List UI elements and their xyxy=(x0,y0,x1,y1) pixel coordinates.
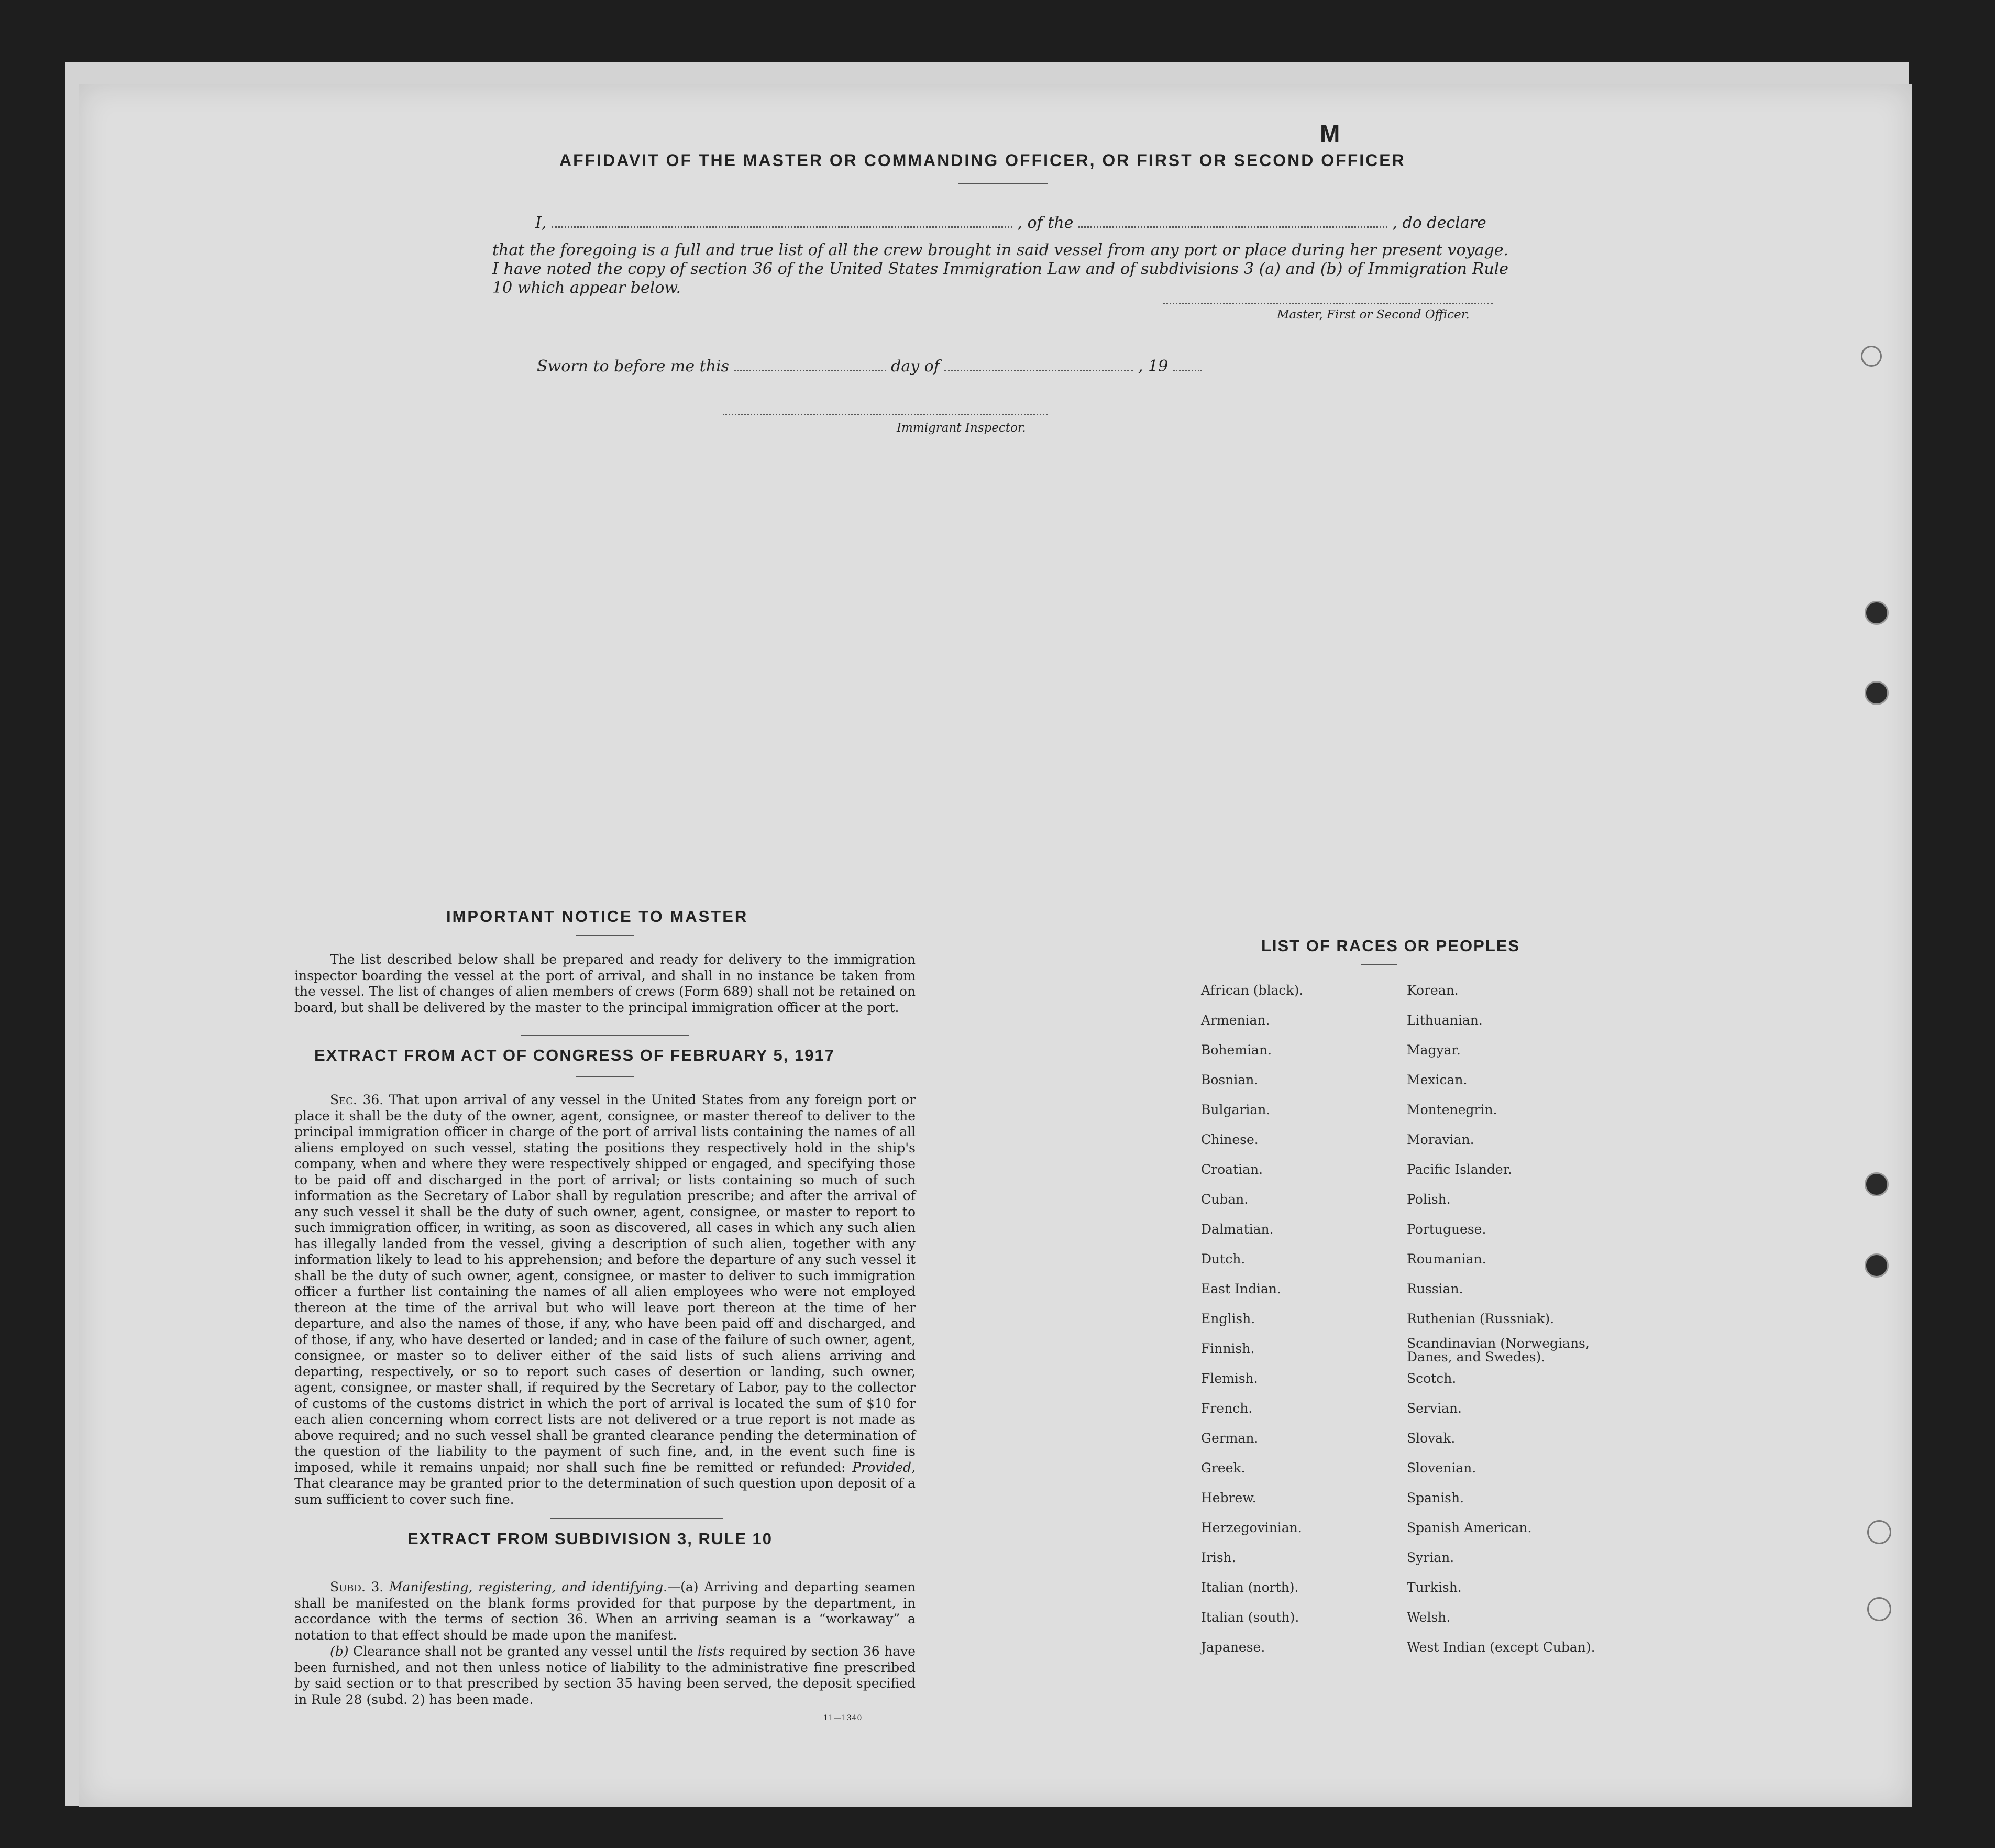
race-item: Russian. xyxy=(1407,1281,1463,1296)
binder-hole-icon xyxy=(1865,601,1889,625)
rule-subdivision-b xyxy=(294,1644,916,1708)
day-of-label: day of xyxy=(891,357,940,376)
race-item: Ruthenian (Russniak). xyxy=(1407,1311,1555,1326)
act-title: EXTRACT FROM ACT OF CONGRESS OF FEBRUARY 5, 1917 xyxy=(314,1046,835,1064)
act-section-36-text xyxy=(294,1092,916,1508)
race-item: Polish. xyxy=(1407,1192,1451,1207)
rule-title: EXTRACT FROM SUBDIVISION 3, RULE 10 xyxy=(407,1530,773,1548)
race-item: Herzegovinian. xyxy=(1201,1520,1302,1535)
race-item: Flemish. xyxy=(1201,1371,1258,1386)
race-item: West Indian (except Cuban). xyxy=(1407,1640,1595,1655)
race-item: Irish. xyxy=(1201,1550,1236,1565)
year-label: , 19 xyxy=(1138,357,1169,376)
race-item: Moravian. xyxy=(1407,1132,1474,1147)
a-body: Arriving and departing seamen shall be manifested on the blank forms provided for that purpose by the department, in accordance with the terms of section 36. When an arriving seaman is a “workaway” a notation to that effect should be made upon the manifest. xyxy=(294,1579,916,1643)
race-item: Welsh. xyxy=(1407,1610,1451,1625)
rule-subdivision-a xyxy=(294,1579,916,1643)
divider xyxy=(576,1076,634,1077)
race-item: Greek. xyxy=(1201,1460,1246,1476)
race-item: Dalmatian. xyxy=(1201,1222,1274,1237)
declaration-fill-line xyxy=(535,214,1486,232)
race-item: Spanish. xyxy=(1407,1490,1464,1505)
race-item: Spanish American. xyxy=(1407,1520,1532,1535)
race-item: Italian (north). xyxy=(1201,1580,1299,1595)
divider xyxy=(576,935,634,936)
race-item: Syrian. xyxy=(1407,1550,1454,1565)
race-item: Italian (south). xyxy=(1201,1610,1299,1625)
page-mark: M xyxy=(1320,120,1340,147)
race-item: Turkish. xyxy=(1407,1580,1462,1595)
race-item: Hebrew. xyxy=(1201,1490,1256,1505)
race-item: Montenegrin. xyxy=(1407,1102,1497,1117)
race-item: Bulgarian. xyxy=(1201,1102,1271,1117)
binder-hole-icon xyxy=(1867,1597,1891,1621)
race-item: African (black). xyxy=(1201,983,1304,998)
do-declare-label: , do declare xyxy=(1392,214,1486,232)
divider xyxy=(958,183,1048,184)
subd-label: Subd. 3. xyxy=(330,1579,384,1594)
race-item: Croatian. xyxy=(1201,1162,1263,1177)
binder-hole-icon xyxy=(1865,681,1889,705)
race-item: Lithuanian. xyxy=(1407,1013,1483,1028)
race-item: Cuban. xyxy=(1201,1192,1249,1207)
race-item: Pacific Islander. xyxy=(1407,1162,1512,1177)
race-item: English. xyxy=(1201,1311,1255,1326)
binder-hole-icon xyxy=(1861,346,1882,367)
subd-title: Manifesting, registering, and identifying. xyxy=(389,1579,668,1594)
race-item: Finnish. xyxy=(1201,1341,1255,1356)
of-the-label: , of the xyxy=(1017,214,1074,232)
sworn-day-field[interactable] xyxy=(734,370,886,371)
affidavit-title: AFFIDAVIT OF THE MASTER OR COMMANDING OFFICER, OR FIRST OR SECOND OFFICER xyxy=(559,151,1406,170)
section-body: That upon arrival of any vessel in the United States from any foreign port or place it shall be the duty of the owner, agent, consignee, or master thereof to deliver to the principal immigration officer in charge of the port of arrival lists containing the names of all aliens employed on such vessel, stating the positions they respectively hold in the ship's company, when and where they were respectively shipped or engaged, and specifying those to be paid off and discharged in the port of arrival; or lists containing so much of such information as the Secretary of Labor shall by regulation prescribe; and after the arrival of any such vessel it shall be the duty of such owner, agent, consignee, or master to report to such immigration officer, in writing, as soon as discovered, all cases in which any such alien has illegally landed from the vessel, giving a description of such alien, together with any information likely to lead to his apprehension; and before the departure of any such vessel it shall be the duty of such owner, agent, consignee, or master to deliver to such immigration officer a further list containing the names of all alien employees who were not employed thereon at the time of the arrival but who will leave port thereon at the time of her departure, and also the names of those, if any, who have been paid off and discharged, and of those, if any, who have deserted or landed; and in case of the failure of such owner, agent, consignee, or master so to deliver either of the said lists of such aliens arriving and departing, respectively, or so to report such cases of desertion or landing, such owner, agent, consignee, or master shall, if required by the Secretary of Labor, pay to the collector of customs of the customs district in which the port of arrival is located the sum of $10 for each alien concerning whom correct lists are not delivered or a true report is not made as above required; and no such vessel shall be granted clearance pending the determination of the question of the liability to the payment of such fine, and, in the event such fine is imposed, while it remains unpaid; nor shall such fine be remitted or refunded: xyxy=(294,1092,916,1475)
provided-term: Provided, xyxy=(852,1459,916,1475)
divider xyxy=(1361,964,1397,965)
binder-hole-icon xyxy=(1865,1253,1889,1278)
form-number: 11—1340 xyxy=(823,1714,863,1722)
i-label: I, xyxy=(535,214,547,232)
races-title: LIST OF RACES OR PEOPLES xyxy=(1261,937,1520,955)
race-item: Slovak. xyxy=(1407,1431,1456,1446)
binder-hole-icon xyxy=(1867,1520,1891,1544)
race-item: Japanese. xyxy=(1201,1640,1265,1655)
notice-title: IMPORTANT NOTICE TO MASTER xyxy=(446,907,748,926)
divider xyxy=(550,1518,723,1519)
race-item: Servian. xyxy=(1407,1401,1462,1416)
vessel-field[interactable] xyxy=(1078,226,1387,228)
b-body-2: required by section 36 have been furnished, and not then unless notice of liability to the administrative fine prescribed by said section or to that prescribed by section 35 having been served, the deposit specified in Rule 28 (subd. 2) has been made. xyxy=(294,1644,916,1707)
sworn-fill-line xyxy=(537,357,1202,376)
a-label: —(a) xyxy=(667,1579,699,1594)
races-right-column xyxy=(1407,975,1606,1662)
race-item: Slovenian. xyxy=(1407,1460,1476,1476)
races-left-column xyxy=(1201,975,1390,1662)
signature-caption: Master, First or Second Officer. xyxy=(1277,308,1470,322)
race-item: Scotch. xyxy=(1407,1371,1457,1386)
sworn-year-field[interactable] xyxy=(1173,370,1202,371)
race-item: Bohemian. xyxy=(1201,1042,1272,1058)
race-item: Portuguese. xyxy=(1407,1222,1486,1237)
section-body-end: That clearance may be granted prior to the determination of such question upon deposit of a sum sufficient to cover such fine. xyxy=(294,1476,916,1507)
b-lists: lists xyxy=(697,1644,725,1659)
race-item: German. xyxy=(1201,1431,1259,1446)
race-item: Bosnian. xyxy=(1201,1072,1259,1087)
b-label: (b) xyxy=(330,1644,349,1659)
binder-hole-icon xyxy=(1865,1172,1889,1196)
race-item: Armenian. xyxy=(1201,1013,1270,1028)
signature-line[interactable] xyxy=(1163,303,1493,304)
race-item: Magyar. xyxy=(1407,1042,1461,1058)
b-body-1: Clearance shall not be granted any vessel until the xyxy=(352,1644,693,1659)
race-item: Korean. xyxy=(1407,983,1459,998)
affidavit-statement: that the foregoing is a full and true list of all the crew brought in said vessel from any port or place during her present voyage. I have noted the copy of section 36 of the United States Immigration Law and of subdivisions 3 (a) and (b) of Immigration Rule 10 which appear below. xyxy=(492,241,1508,297)
inspector-caption: Immigrant Inspector. xyxy=(897,421,1026,435)
section-label: Sec. 36. xyxy=(330,1092,384,1107)
inspector-signature-line[interactable] xyxy=(723,414,1048,415)
race-item: Chinese. xyxy=(1201,1132,1259,1147)
notice-text: The list described below shall be prepared and ready for delivery to the immigration inspector boarding the vessel at the port of arrival, and shall in no instance be taken from the vessel. The list of changes of alien members of crews (Form 689) shall not be retained on board, but shall be delivered by the master to the principal immigration officer at the port. xyxy=(294,952,916,1015)
race-item: Scandinavian (Norwegians, Danes, and Swedes). xyxy=(1407,1336,1590,1365)
name-field[interactable] xyxy=(552,226,1012,228)
form-sheet xyxy=(79,84,1912,1807)
sworn-month-field[interactable] xyxy=(944,370,1133,371)
race-item: Dutch. xyxy=(1201,1251,1246,1267)
race-item: Mexican. xyxy=(1407,1072,1468,1087)
sworn-label: Sworn to before me this xyxy=(537,357,730,376)
race-item: French. xyxy=(1201,1401,1253,1416)
race-item: East Indian. xyxy=(1201,1281,1281,1296)
race-item: Roumanian. xyxy=(1407,1251,1486,1267)
divider xyxy=(521,1035,689,1036)
